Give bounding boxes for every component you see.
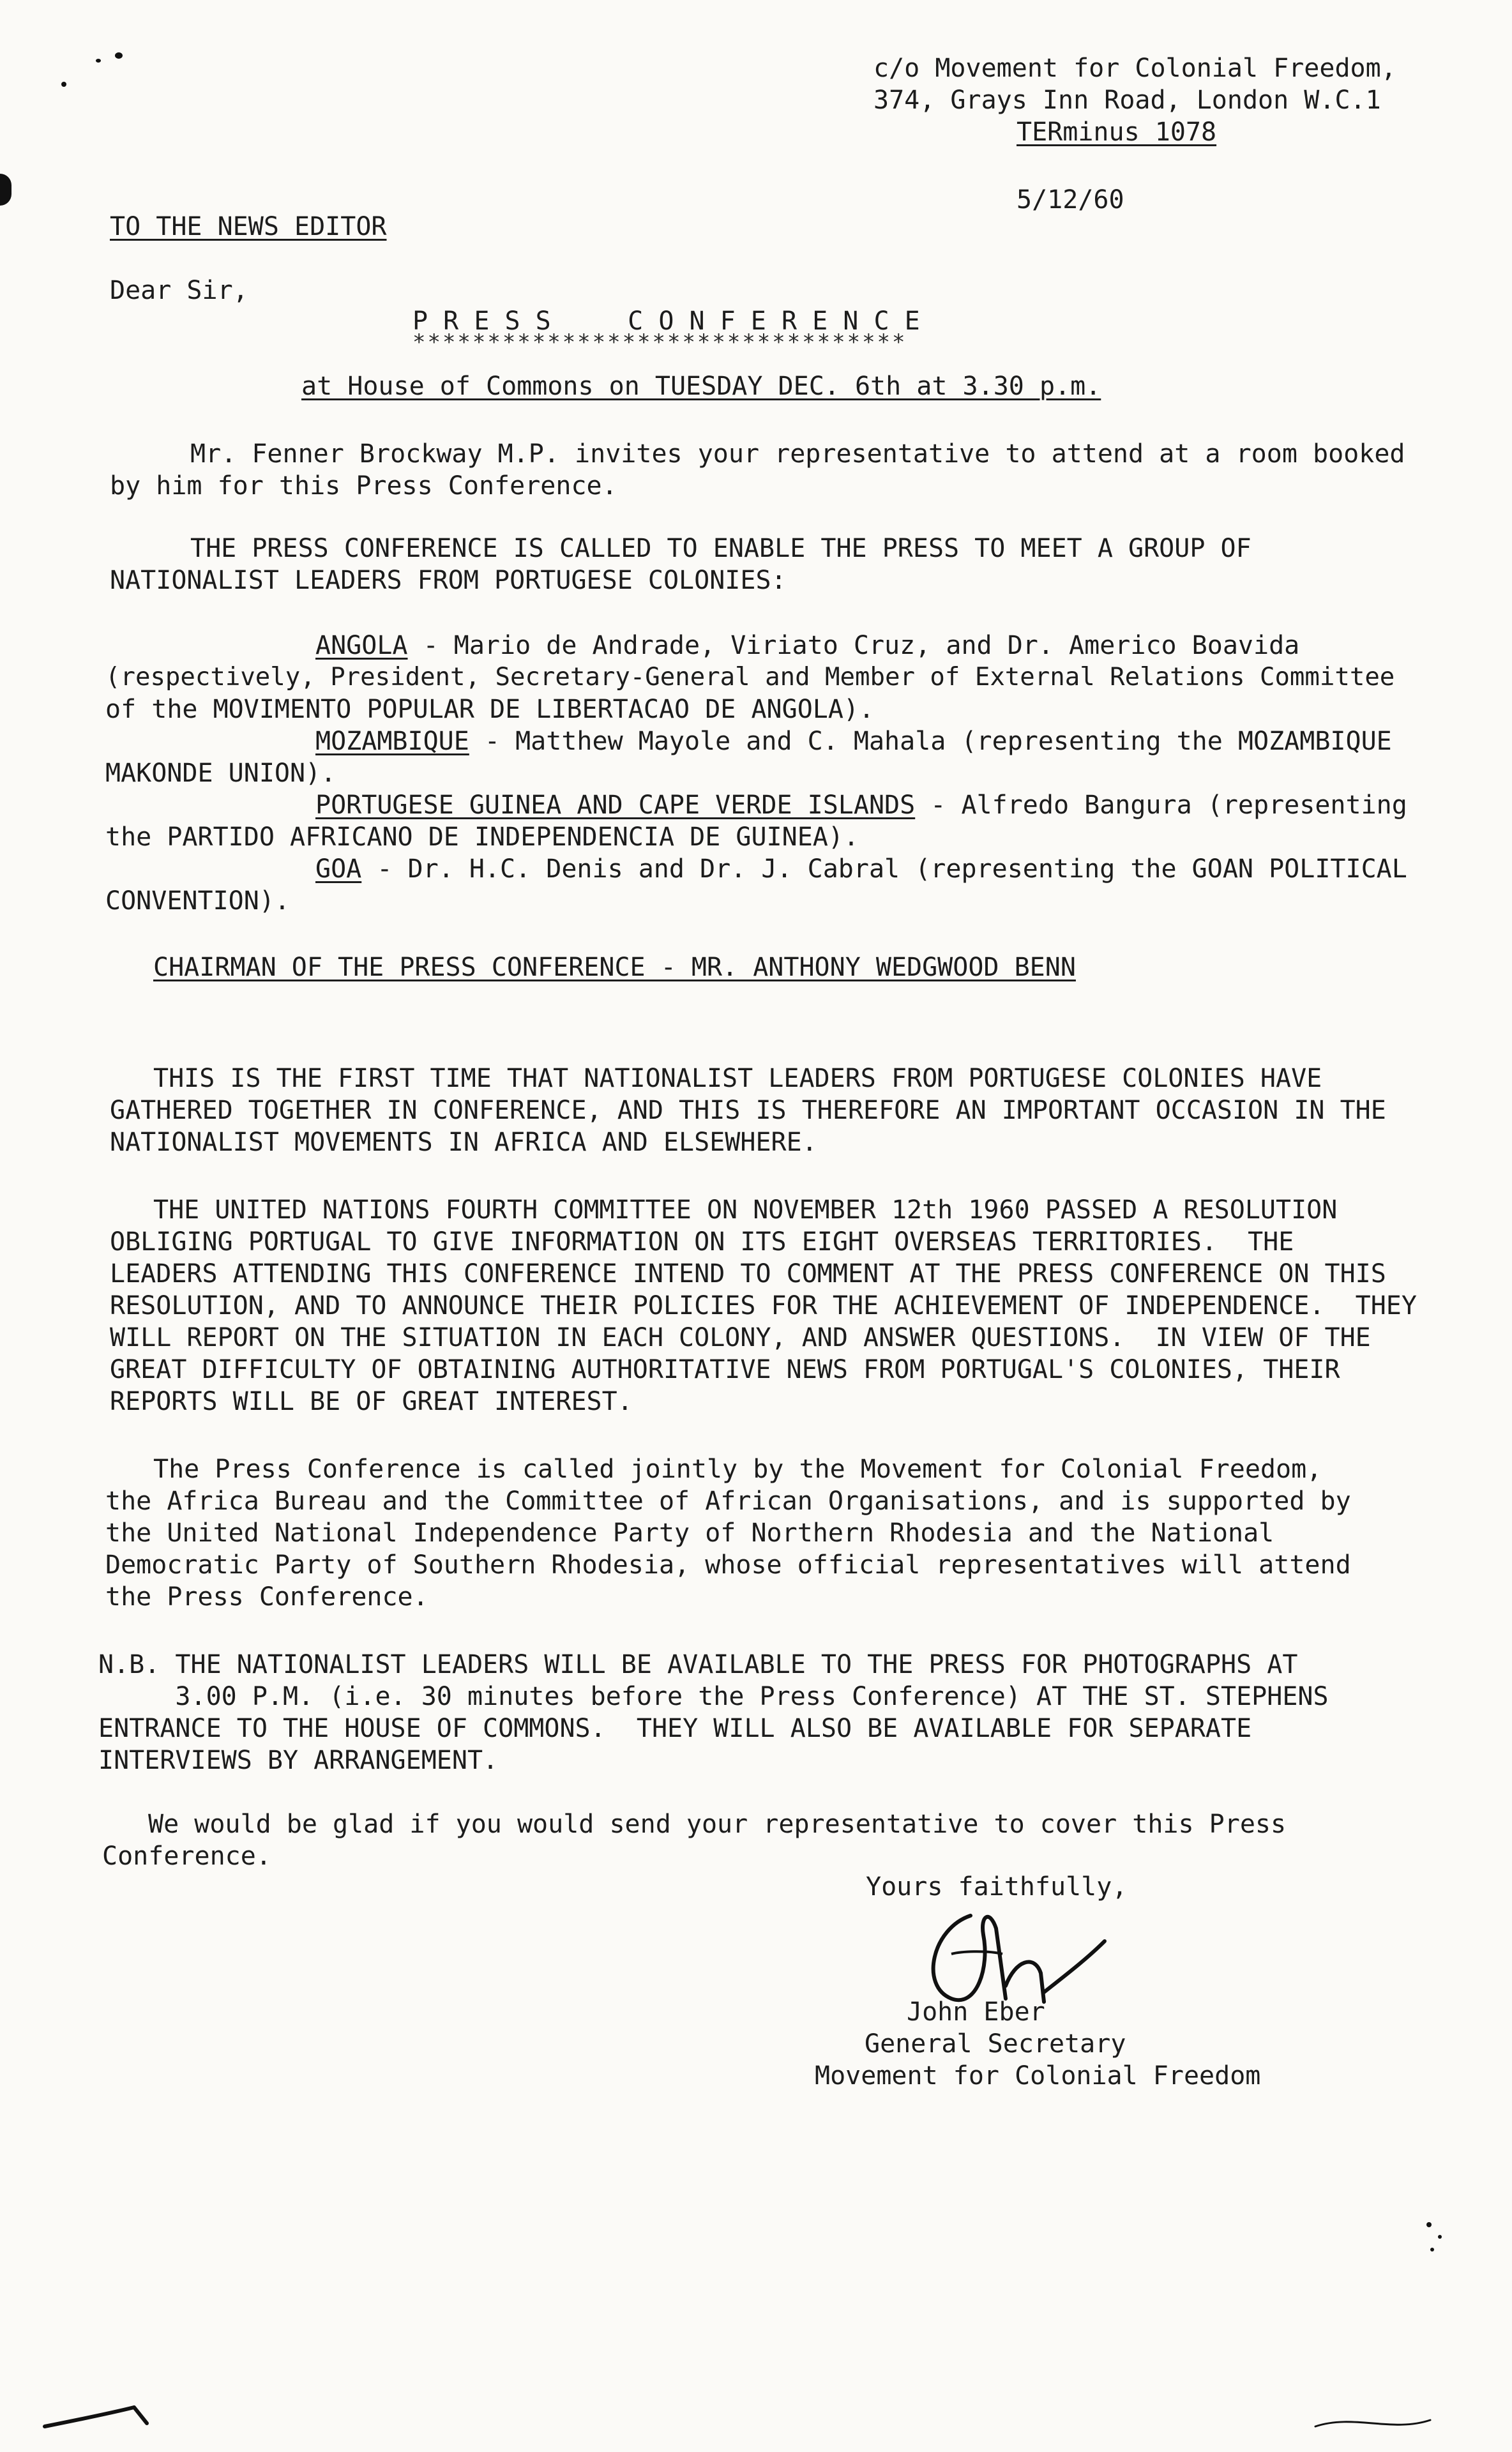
paragraph-line: GATHERED TOGETHER IN CONFERENCE, AND THIS IS THEREFORE AN IMPORTANT OCCASION IN THE [110, 1096, 1386, 1125]
hole-punch-mark [0, 174, 11, 206]
guinea-entry [315, 789, 1407, 821]
paragraph-line: LEADERS ATTENDING THIS CONFERENCE INTEND TO COMMENT AT THE PRESS CONFERENCE ON THIS [110, 1259, 1386, 1289]
nb-line: ENTRANCE TO THE HOUSE OF COMMONS. THEY WILL ALSO BE AVAILABLE FOR SEPARATE [98, 1714, 1252, 1743]
ink-speck [115, 52, 123, 59]
closing-line: Conference. [102, 1842, 271, 1871]
ink-stroke-mark [38, 2401, 166, 2439]
guinea-members: - Alfredo Bangura (representing [915, 791, 1407, 820]
mozambique-detail: MAKONDE UNION). [105, 759, 336, 788]
angola-members: - Mario de Andrade, Viriato Cruz, and Dr. Americo Boavida [407, 631, 1300, 660]
paragraph-line: REPORTS WILL BE OF GREAT INTEREST. [110, 1387, 633, 1416]
nb-line: 3.00 P.M. (i.e. 30 minutes before the Press Conference) AT THE ST. STEPHENS [98, 1682, 1329, 1711]
ink-speck [61, 82, 66, 87]
goa-members: - Dr. H.C. Denis and Dr. J. Cabral (representing the GOAN POLITICAL [361, 854, 1407, 884]
ink-speck [1430, 2248, 1434, 2251]
paragraph-line: THIS IS THE FIRST TIME THAT NATIONALIST LEADERS FROM PORTUGESE COLONIES HAVE [153, 1064, 1322, 1093]
intro-line: Mr. Fenner Brockway M.P. invites your representative to attend at a room booked [190, 439, 1405, 469]
guinea-detail: the PARTIDO AFRICANO DE INDEPENDENCIA DE GUINEA). [105, 822, 859, 852]
goa-name: GOA [315, 854, 362, 884]
ink-speck [1426, 2222, 1432, 2227]
paragraph-line: THE UNITED NATIONS FOURTH COMMITTEE ON NOVEMBER 12th 1960 PASSED A RESOLUTION [153, 1195, 1338, 1225]
angola-name: ANGOLA [315, 631, 408, 660]
paragraph-line: RESOLUTION, AND TO ANNOUNCE THEIR POLICIES FOR THE ACHIEVEMENT OF INDEPENDENCE. THEY [110, 1291, 1417, 1321]
letter-date: 5/12/60 [1017, 185, 1124, 215]
paragraph-line: WILL REPORT ON THE SITUATION IN EACH COLONY, AND ANSWER QUESTIONS. IN VIEW OF THE [110, 1323, 1371, 1352]
paragraph-line: Democratic Party of Southern Rhodesia, whose official representatives will attend [105, 1550, 1351, 1580]
angola-detail: of the MOVIMENTO POPULAR DE LIBERTACAO DE ANGOLA). [105, 695, 875, 724]
paragraph-line: NATIONALIST MOVEMENTS IN AFRICA AND ELSEWHERE. [110, 1128, 817, 1157]
letterhead-address-line2: 374, Grays Inn Road, London W.C.1 [873, 86, 1381, 115]
signatory-title: General Secretary [865, 2029, 1126, 2059]
paragraph-line: the Africa Bureau and the Committee of African Organisations, and is supported by [105, 1487, 1351, 1516]
chairman-line: CHAIRMAN OF THE PRESS CONFERENCE - MR. ANTHONY WEDGWOOD BENN [153, 953, 1076, 982]
complimentary-close: Yours faithfully, [866, 1872, 1128, 1902]
letterhead-address-line1: c/o Movement for Colonial Freedom, [873, 54, 1396, 83]
nb-line: INTERVIEWS BY ARRANGEMENT. [98, 1746, 499, 1775]
nb-line: N.B. THE NATIONALIST LEADERS WILL BE AVAILABLE TO THE PRESS FOR PHOTOGRAPHS AT [98, 1650, 1298, 1679]
intro-line: by him for this Press Conference. [110, 471, 617, 501]
purpose-line: THE PRESS CONFERENCE IS CALLED TO ENABLE THE PRESS TO MEET A GROUP OF [190, 534, 1251, 563]
heading-title: P R E S S C O N F E R E N C E [412, 306, 920, 336]
ink-speck [1438, 2235, 1442, 2239]
angola-entry [315, 630, 1299, 662]
mozambique-members: - Matthew Mayole and C. Mahala (representing the MOZAMBIQUE [469, 727, 1392, 756]
paragraph-line: the Press Conference. [105, 1582, 428, 1612]
heading-stars: ********************************* [412, 329, 907, 355]
paragraph-line: GREAT DIFFICULTY OF OBTAINING AUTHORITATIVE NEWS FROM PORTUGAL'S COLONIES, THEIR [110, 1355, 1340, 1384]
goa-entry [315, 853, 1407, 885]
angola-detail: (respectively, President, Secretary-General and Member of External Relations Committee [105, 663, 1395, 692]
signatory-name: John Eber [907, 1997, 1045, 2027]
guinea-name: PORTUGESE GUINEA AND CAPE VERDE ISLANDS [315, 791, 916, 820]
paragraph-line: The Press Conference is called jointly by the Movement for Colonial Freedom, [153, 1455, 1322, 1484]
purpose-line: NATIONALIST LEADERS FROM PORTUGESE COLONIES: [110, 566, 787, 595]
salutation: Dear Sir, [110, 276, 248, 305]
addressee: TO THE NEWS EDITOR [110, 212, 387, 241]
paragraph-line: the United National Independence Party of Northern Rhodesia and the National [105, 1518, 1274, 1548]
ink-stroke-mark [1303, 2407, 1443, 2446]
signatory-organisation: Movement for Colonial Freedom [815, 2061, 1261, 2091]
mozambique-name: MOZAMBIQUE [315, 727, 469, 756]
ink-speck [96, 59, 101, 63]
paragraph-line: OBLIGING PORTUGAL TO GIVE INFORMATION ON ITS EIGHT OVERSEAS TERRITORIES. THE [110, 1227, 1294, 1257]
heading-subtitle: at House of Commons on TUESDAY DEC. 6th at 3.30 p.m. [301, 372, 1101, 401]
letterhead-telephone: TERminus 1078 [1017, 117, 1217, 147]
goa-detail: CONVENTION). [105, 886, 290, 916]
closing-line: We would be glad if you would send your representative to cover this Press [148, 1810, 1287, 1839]
mozambique-entry [315, 725, 1392, 757]
